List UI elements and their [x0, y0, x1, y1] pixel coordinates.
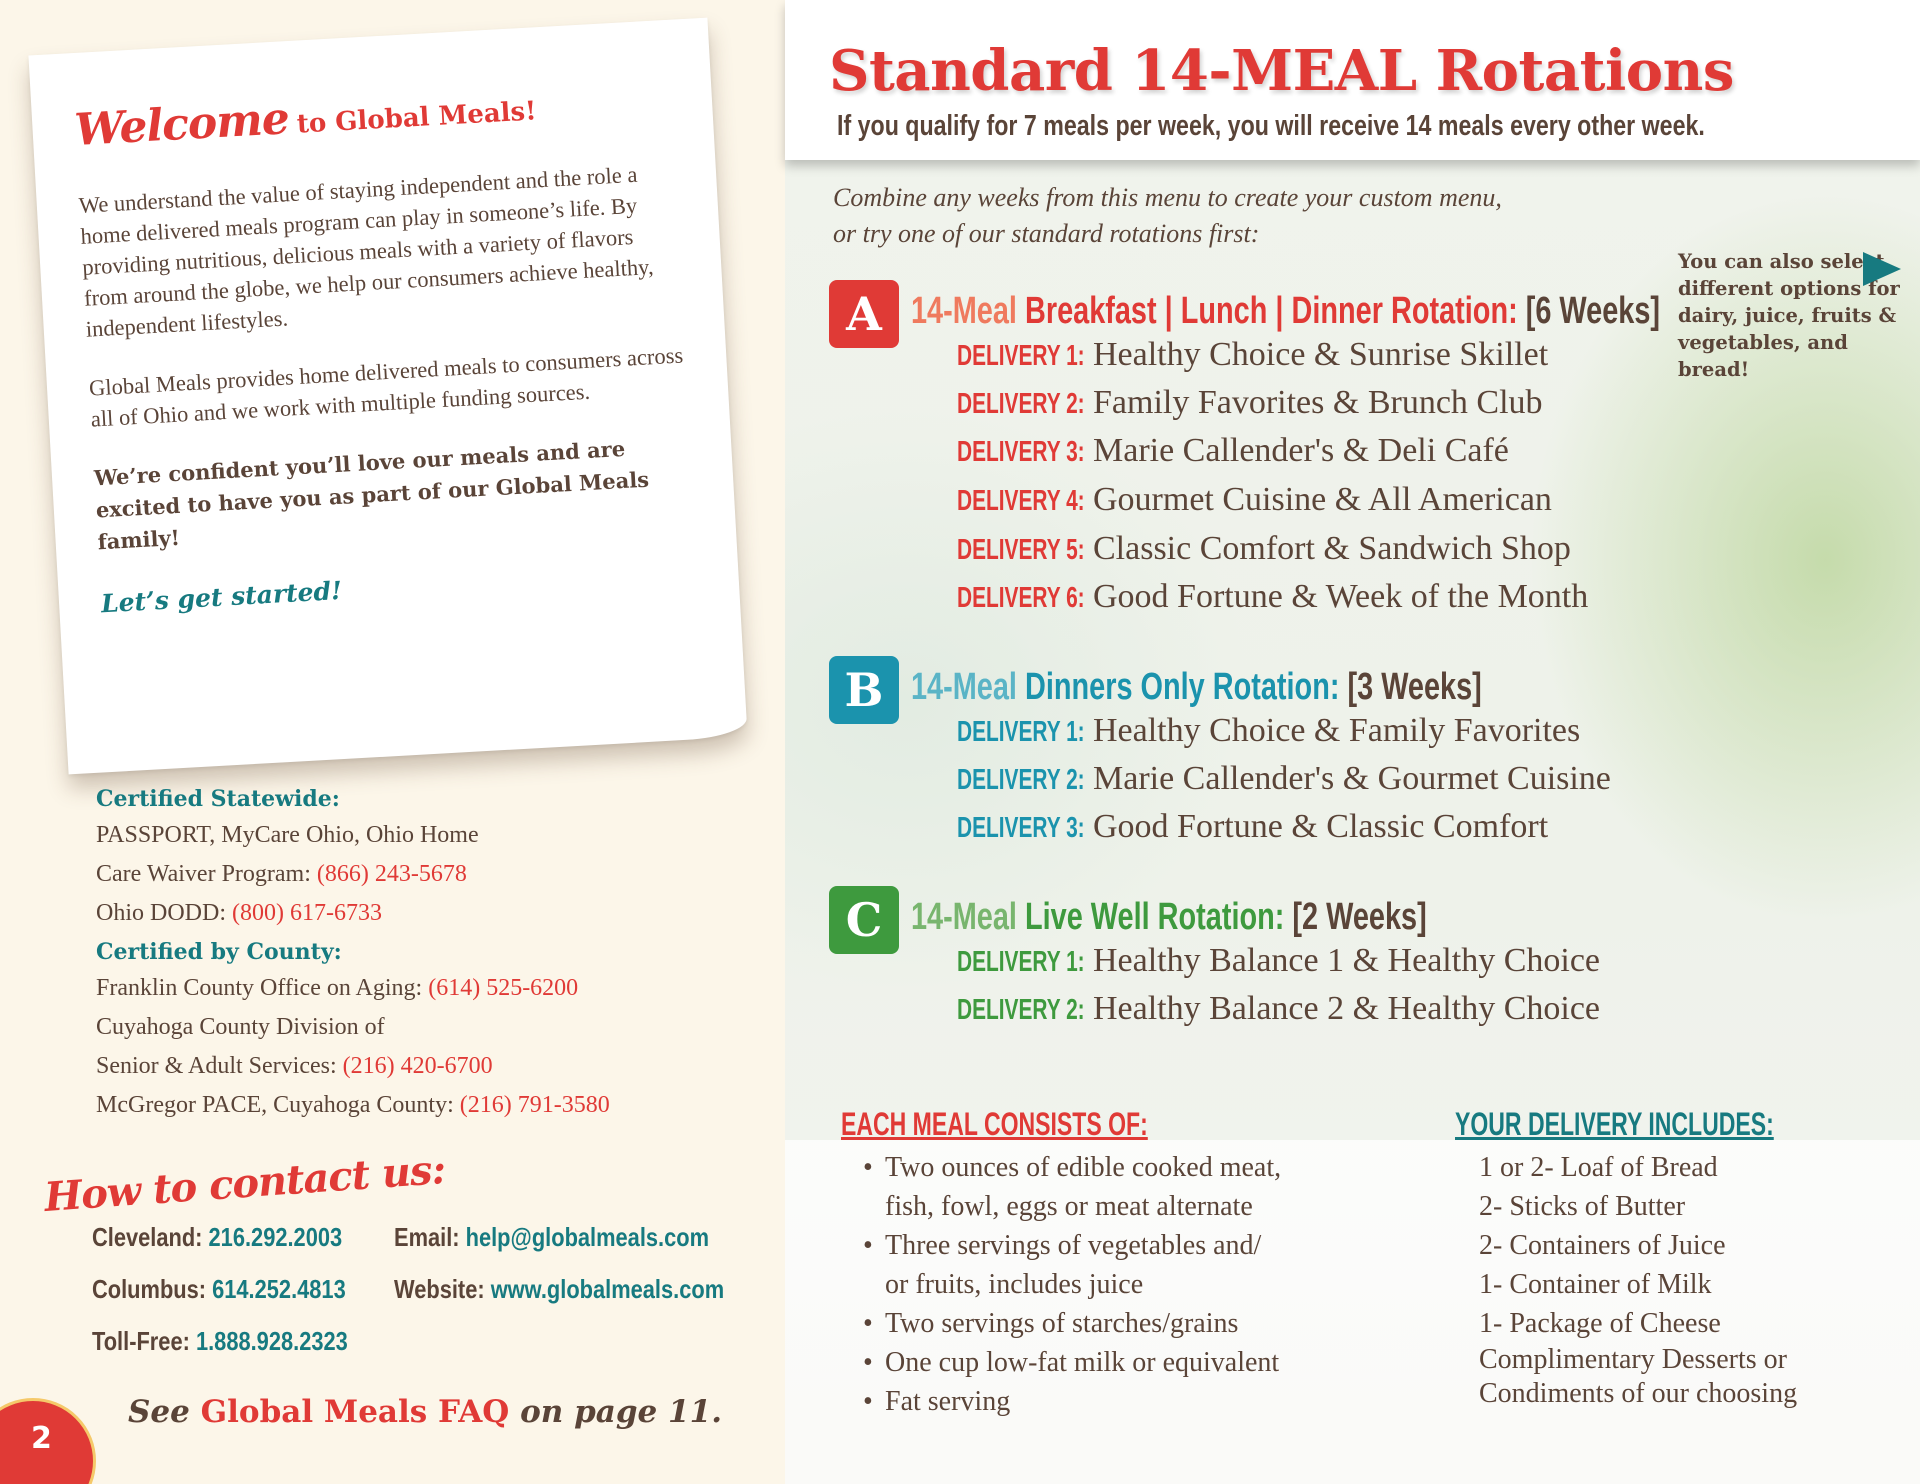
arrow-right-icon	[1863, 252, 1901, 286]
cuyahoga-line-2	[96, 1047, 776, 1086]
certified-county-title: Certified by County:	[96, 939, 342, 965]
cleveland-label: Cleveland:	[92, 1222, 203, 1252]
rotation-c	[829, 886, 1709, 1046]
delivery-label: DELIVERY 2:	[957, 764, 1085, 796]
delivery-row	[957, 530, 1571, 568]
delivery-row	[957, 578, 1588, 616]
meal-consists-title: EACH MEAL CONSISTS OF:	[841, 1106, 1148, 1142]
delivery-item: 2- Containers of Juice	[1479, 1230, 1726, 1261]
website-link[interactable]: www.globalmeals.com	[490, 1274, 725, 1304]
certified-statewide-title: Certified Statewide:	[96, 786, 340, 812]
rotation-weeks: [2 Weeks]	[1292, 896, 1427, 938]
meal-item-cont: or fruits, includes juice	[885, 1269, 1144, 1300]
delivery-item: Complimentary Desserts or	[1479, 1344, 1787, 1375]
mcgregor-label: McGregor PACE, Cuyahoga County:	[96, 1092, 454, 1118]
delivery-row	[957, 712, 1580, 750]
intro-line-1: Combine any weeks from this menu to create your custom menu,	[833, 183, 1502, 212]
statewide-line-3	[96, 894, 776, 933]
statewide-label-2: Care Waiver Program:	[96, 861, 311, 887]
delivery-item: 1- Package of Cheese	[1479, 1308, 1721, 1339]
rotation-badge: B	[829, 656, 899, 724]
contact-cleveland	[92, 1222, 342, 1253]
delivery-label: DELIVERY 6:	[957, 582, 1085, 614]
statewide-phone-1[interactable]: (866) 243-5678	[316, 861, 467, 887]
cuyahoga-label: Senior & Adult Services:	[96, 1053, 337, 1079]
contact-website	[394, 1274, 724, 1305]
delivery-row	[957, 481, 1552, 519]
delivery-item: 1- Container of Milk	[1479, 1269, 1712, 1300]
delivery-includes-title: YOUR DELIVERY INCLUDES:	[1455, 1106, 1774, 1142]
tollfree-label: Toll-Free:	[92, 1326, 190, 1356]
rotation-prefix: 14-Meal	[911, 896, 1017, 938]
rotation-prefix: 14-Meal	[911, 666, 1017, 708]
delivery-meals: Marie Callender's & Deli Café	[1093, 432, 1509, 469]
welcome-para-2: Global Meals provides home delivered meals to consumers across all of Ohio and we work with multiple funding sources.	[88, 342, 684, 432]
delivery-row	[957, 942, 1600, 980]
rotations-header	[785, 0, 1920, 160]
faq-pre: See	[128, 1394, 190, 1430]
delivery-row	[957, 432, 1509, 470]
meal-item: • Three servings of vegetables and/	[863, 1230, 1262, 1261]
meal-item: • Two ounces of edible cooked meat,	[863, 1152, 1282, 1183]
delivery-meals: Family Favorites & Brunch Club	[1093, 384, 1543, 421]
delivery-label: DELIVERY 1:	[957, 946, 1085, 978]
page-subtitle: If you qualify for 7 meals per week, you will receive 14 meals every other week.	[837, 110, 1705, 142]
delivery-label: DELIVERY 3:	[957, 812, 1085, 844]
contact-title: How to contact us:	[42, 1146, 447, 1221]
welcome-note	[28, 18, 747, 775]
email-link[interactable]: help@globalmeals.com	[465, 1222, 710, 1252]
rotation-title	[911, 896, 1427, 939]
website-label: Website:	[394, 1274, 485, 1304]
intro-line-2: or try one of our standard rotations first:	[833, 219, 1260, 248]
page-title: Standard 14-MEAL Rotations	[829, 38, 1734, 104]
columbus-label: Columbus:	[92, 1274, 207, 1304]
delivery-meals: Healthy Balance 2 & Healthy Choice	[1093, 990, 1600, 1027]
delivery-meals: Good Fortune & Week of the Month	[1093, 578, 1589, 615]
left-panel	[0, 0, 785, 1484]
rotation-badge: A	[829, 280, 899, 348]
delivery-meals: Classic Comfort & Sandwich Shop	[1093, 530, 1571, 567]
rotation-a	[829, 280, 1709, 620]
rotation-weeks: [6 Weeks]	[1525, 290, 1661, 332]
delivery-row	[957, 990, 1600, 1028]
statewide-label-3: Ohio DODD:	[96, 900, 226, 926]
delivery-label: DELIVERY 2:	[957, 388, 1085, 420]
faq-link[interactable]: Global Meals FAQ	[200, 1394, 510, 1430]
side-note: You can also select different options for dairy, juice, fruits & vegetables, and bread!	[1678, 250, 1900, 381]
delivery-row	[957, 336, 1548, 374]
faq-reference	[128, 1394, 722, 1430]
welcome-para-3: We’re confident you’ll love our meals and are excited to have you as part of our Global Meals family!	[93, 435, 650, 555]
tollfree-phone[interactable]: 1.888.928.2323	[195, 1326, 348, 1356]
rotation-name: Live Well Rotation:	[1024, 896, 1285, 938]
delivery-label: DELIVERY 1:	[957, 340, 1085, 372]
delivery-label: DELIVERY 1:	[957, 716, 1085, 748]
rotation-name: Breakfast | Lunch | Dinner Rotation:	[1024, 290, 1518, 332]
certifications	[96, 786, 776, 1125]
page-number: 2	[31, 1421, 52, 1456]
welcome-script: Welcome	[73, 93, 291, 157]
delivery-item: 2- Sticks of Butter	[1479, 1191, 1686, 1222]
welcome-para-4: Let’s get started!	[100, 575, 343, 619]
faq-post: on page 11.	[520, 1394, 722, 1430]
rotation-weeks: [3 Weeks]	[1347, 666, 1482, 708]
meal-item: • Fat serving	[863, 1386, 1011, 1417]
welcome-heading	[73, 72, 675, 156]
rotation-b	[829, 656, 1709, 856]
delivery-meals: Healthy Balance 1 & Healthy Choice	[1093, 942, 1600, 979]
franklin-line	[96, 969, 776, 1008]
rotation-name: Dinners Only Rotation:	[1024, 666, 1340, 708]
rotation-prefix: 14-Meal	[911, 290, 1017, 332]
delivery-meals: Healthy Choice & Family Favorites	[1093, 712, 1581, 749]
meal-item: • One cup low-fat milk or equivalent	[863, 1347, 1280, 1378]
welcome-para-1: We understand the value of staying independent and the role a home delivered meals program can play in someone’s life. By providing nutritious, delicious meals with a variety of flavors from around the globe, we help our consumers achieve healthy, independent lifestyles.	[78, 161, 655, 342]
delivery-meals: Marie Callender's & Gourmet Cuisine	[1093, 760, 1611, 797]
delivery-meals: Gourmet Cuisine & All American	[1093, 481, 1552, 518]
delivery-item: 1 or 2- Loaf of Bread	[1479, 1152, 1718, 1183]
delivery-meals: Good Fortune & Classic Comfort	[1093, 808, 1549, 845]
mcgregor-line	[96, 1086, 776, 1125]
right-panel	[785, 0, 1920, 1484]
email-label: Email:	[394, 1222, 460, 1252]
franklin-label: Franklin County Office on Aging:	[96, 975, 423, 1001]
delivery-item: Condiments of our choosing	[1479, 1378, 1798, 1409]
rotation-badge: C	[829, 886, 899, 954]
statewide-phone-2[interactable]: (800) 617-6733	[232, 900, 382, 926]
columbus-phone[interactable]: 614.252.4813	[212, 1274, 346, 1304]
contact-tollfree	[92, 1326, 348, 1357]
delivery-row	[957, 760, 1611, 798]
statewide-line-2	[96, 855, 776, 894]
page-number-badge	[0, 1398, 96, 1484]
rotation-title	[911, 290, 1660, 333]
statewide-line-1: PASSPORT, MyCare Ohio, Ohio Home	[96, 822, 479, 848]
delivery-label: DELIVERY 5:	[957, 534, 1085, 566]
franklin-phone[interactable]: (614) 525-6200	[428, 975, 579, 1001]
delivery-row	[957, 808, 1548, 846]
rotations-intro	[833, 180, 1502, 252]
delivery-label: DELIVERY 3:	[957, 436, 1085, 468]
delivery-label: DELIVERY 4:	[957, 485, 1085, 517]
delivery-row	[957, 384, 1543, 422]
cuyahoga-phone[interactable]: (216) 420-6700	[342, 1053, 493, 1079]
meal-item-cont: fish, fowl, eggs or meat alternate	[885, 1191, 1253, 1222]
delivery-label: DELIVERY 2:	[957, 994, 1085, 1026]
meal-item: • Two servings of starches/grains	[863, 1308, 1239, 1339]
rotation-title	[911, 666, 1482, 709]
cleveland-phone[interactable]: 216.292.2003	[208, 1222, 343, 1252]
cuyahoga-line-1: Cuyahoga County Division of	[96, 1014, 385, 1040]
contact-columbus	[92, 1274, 346, 1305]
contact-email	[394, 1222, 709, 1253]
delivery-meals: Healthy Choice & Sunrise Skillet	[1093, 336, 1549, 373]
mcgregor-phone[interactable]: (216) 791-3580	[459, 1092, 610, 1118]
welcome-rest: to Global Meals!	[296, 96, 538, 140]
